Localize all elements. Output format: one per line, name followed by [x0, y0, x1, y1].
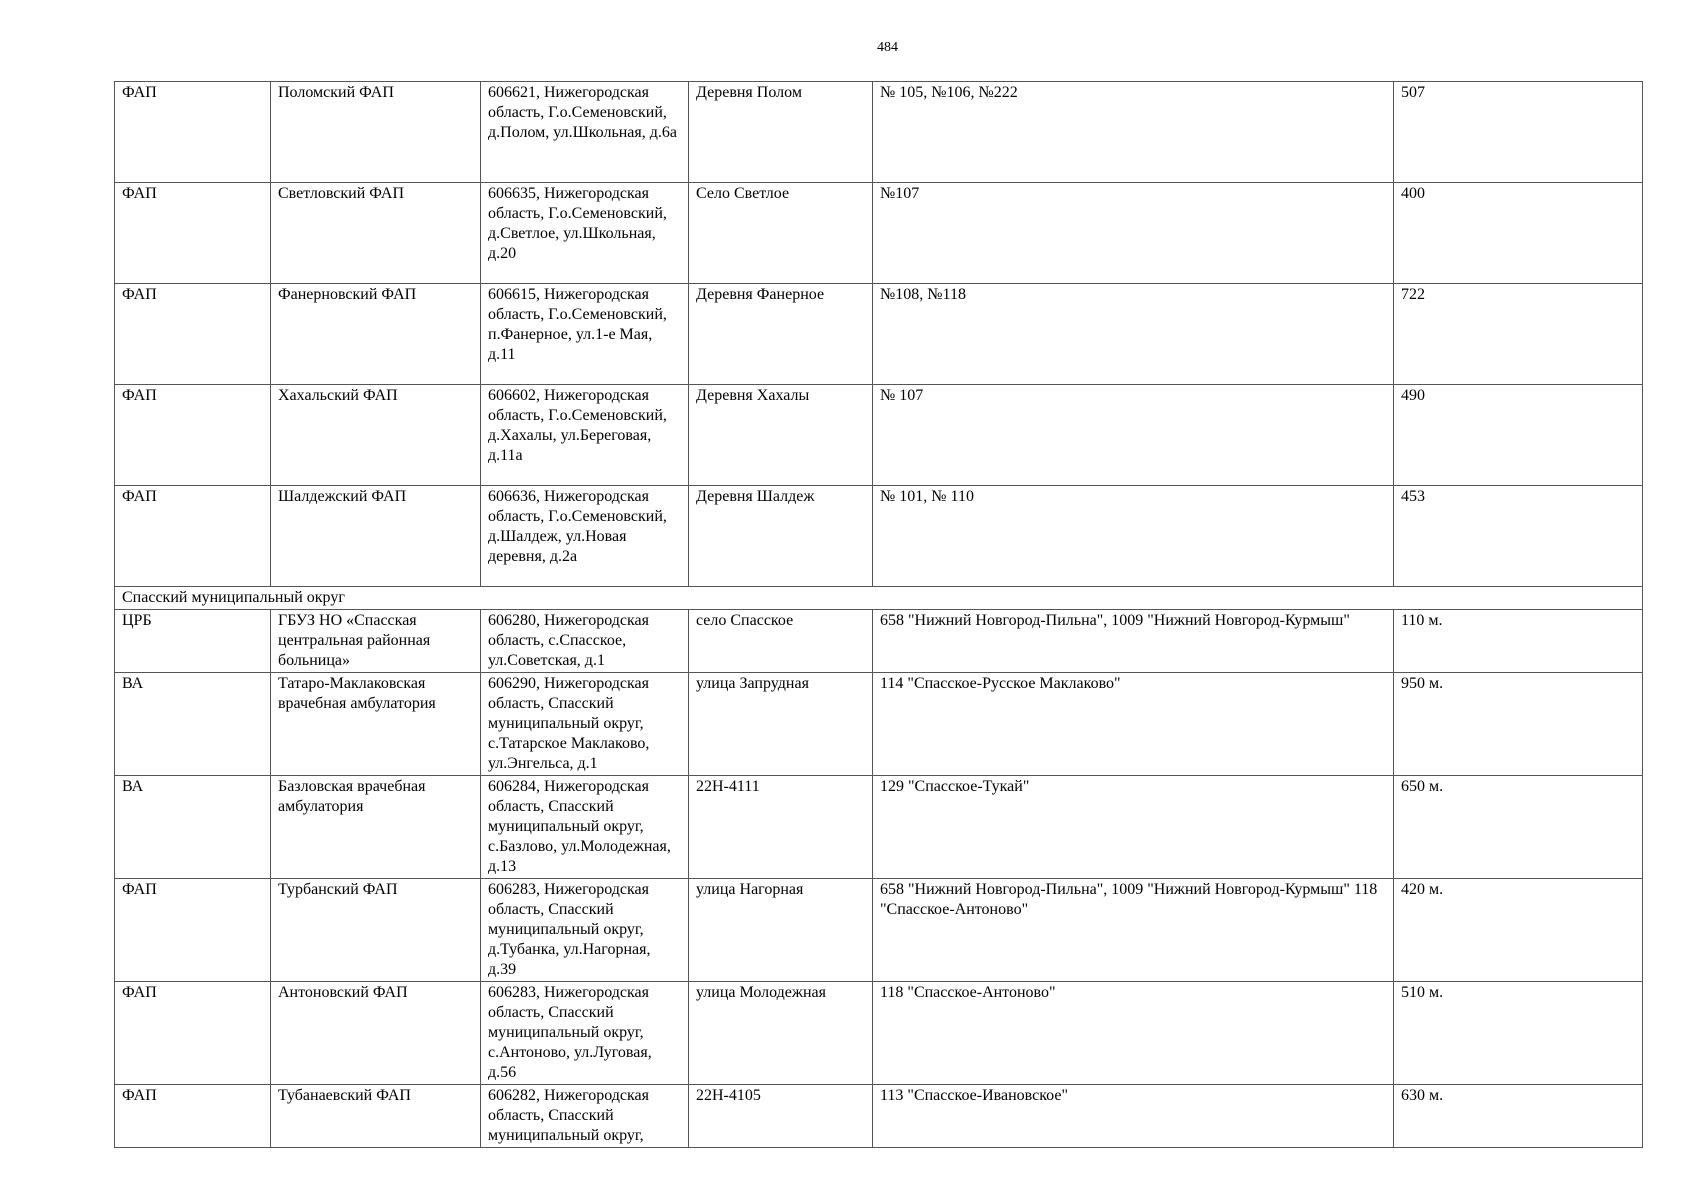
cell-distance: 400 — [1394, 183, 1643, 284]
cell-type: ВА — [115, 673, 271, 776]
cell-type: ФАП — [115, 183, 271, 284]
cell-locality: Деревня Полом — [689, 82, 873, 183]
cell-routes: 658 "Нижний Новгород-Пильна", 1009 "Нижний Новгород-Курмыш" 118 "Спасское-Антоново" — [873, 879, 1394, 982]
cell-name: Базловская врачебная амбулатория — [271, 776, 481, 879]
cell-distance: 722 — [1394, 284, 1643, 385]
table-row — [115, 673, 1643, 776]
table-row — [115, 982, 1643, 1085]
cell-name: Татаро-Маклаковская врачебная амбулатория — [271, 673, 481, 776]
cell-name: ГБУЗ НО «Спасская центральная районная больница» — [271, 610, 481, 673]
table-row — [115, 284, 1643, 385]
cell-name: Тубанаевский ФАП — [271, 1085, 481, 1148]
cell-distance: 650 м. — [1394, 776, 1643, 879]
cell-distance: 110 м. — [1394, 610, 1643, 673]
cell-locality: 22Н-4111 — [689, 776, 873, 879]
cell-routes: №107 — [873, 183, 1394, 284]
table-row — [115, 385, 1643, 486]
cell-address: 606280, Нижегородская область, с.Спасское, ул.Советская, д.1 — [481, 610, 689, 673]
cell-routes: 114 "Спасское-Русское Маклаково" — [873, 673, 1394, 776]
cell-address: 606635, Нижегородская область, Г.о.Семеновский, д.Светлое, ул.Школьная, д.20 — [481, 183, 689, 284]
table-row — [115, 776, 1643, 879]
cell-distance: 950 м. — [1394, 673, 1643, 776]
cell-type: ФАП — [115, 486, 271, 587]
page-number: 484 — [877, 40, 898, 55]
cell-distance: 507 — [1394, 82, 1643, 183]
cell-locality: Деревня Фанерное — [689, 284, 873, 385]
cell-routes: 658 "Нижний Новгород-Пильна", 1009 "Нижний Новгород-Курмыш" — [873, 610, 1394, 673]
cell-type: ФАП — [115, 284, 271, 385]
cell-distance: 420 м. — [1394, 879, 1643, 982]
cell-address: 606615, Нижегородская область, Г.о.Семеновский, п.Фанерное, ул.1-е Мая, д.11 — [481, 284, 689, 385]
table-row — [115, 610, 1643, 673]
cell-distance: 453 — [1394, 486, 1643, 587]
cell-type: ЦРБ — [115, 610, 271, 673]
table-row — [115, 1085, 1643, 1148]
cell-name: Хахальский ФАП — [271, 385, 481, 486]
cell-type: ФАП — [115, 1085, 271, 1148]
cell-locality: улица Запрудная — [689, 673, 873, 776]
cell-type: ФАП — [115, 982, 271, 1085]
table-row — [115, 879, 1643, 982]
cell-address: 606283, Нижегородская область, Спасский муниципальный округ, с.Антоново, ул.Луговая, д.56 — [481, 982, 689, 1085]
cell-type: ФАП — [115, 385, 271, 486]
cell-distance: 510 м. — [1394, 982, 1643, 1085]
section-title: Спасский муниципальный округ — [115, 587, 1643, 610]
cell-routes: 129 "Спасское-Тукай" — [873, 776, 1394, 879]
cell-locality: село Спасское — [689, 610, 873, 673]
cell-name: Турбанский ФАП — [271, 879, 481, 982]
facilities-table — [114, 81, 1643, 1148]
cell-name: Светловский ФАП — [271, 183, 481, 284]
cell-address: 606290, Нижегородская область, Спасский муниципальный округ, с.Татарское Маклаково, ул.Энгельса, д.1 — [481, 673, 689, 776]
cell-distance: 630 м. — [1394, 1085, 1643, 1148]
cell-locality: Деревня Хахалы — [689, 385, 873, 486]
cell-name: Шалдежский ФАП — [271, 486, 481, 587]
cell-locality: 22Н-4105 — [689, 1085, 873, 1148]
cell-name: Поломский ФАП — [271, 82, 481, 183]
cell-routes: № 107 — [873, 385, 1394, 486]
cell-address: 606282, Нижегородская область, Спасский муниципальный округ, — [481, 1085, 689, 1148]
cell-address: 606636, Нижегородская область, Г.о.Семеновский, д.Шалдеж, ул.Новая деревня, д.2а — [481, 486, 689, 587]
cell-routes: № 105, №106, №222 — [873, 82, 1394, 183]
cell-locality: улица Нагорная — [689, 879, 873, 982]
cell-routes: 113 "Спасское-Ивановское" — [873, 1085, 1394, 1148]
cell-routes: № 101, № 110 — [873, 486, 1394, 587]
table-row — [115, 486, 1643, 587]
cell-locality: Деревня Шалдеж — [689, 486, 873, 587]
cell-routes: №108, №118 — [873, 284, 1394, 385]
cell-type: ФАП — [115, 82, 271, 183]
table-row — [115, 82, 1643, 183]
cell-locality: Село Светлое — [689, 183, 873, 284]
cell-name: Антоновский ФАП — [271, 982, 481, 1085]
cell-name: Фанерновский ФАП — [271, 284, 481, 385]
cell-address: 606283, Нижегородская область, Спасский муниципальный округ, д.Тубанка, ул.Нагорная, д.39 — [481, 879, 689, 982]
cell-distance: 490 — [1394, 385, 1643, 486]
cell-address: 606602, Нижегородская область, Г.о.Семеновский, д.Хахалы, ул.Береговая, д.11а — [481, 385, 689, 486]
table-row — [115, 183, 1643, 284]
cell-address: 606621, Нижегородская область, Г.о.Семеновский, д.Полом, ул.Школьная, д.6а — [481, 82, 689, 183]
section-row — [115, 587, 1643, 610]
cell-type: ФАП — [115, 879, 271, 982]
cell-type: ВА — [115, 776, 271, 879]
cell-routes: 118 "Спасское-Антоново" — [873, 982, 1394, 1085]
cell-address: 606284, Нижегородская область, Спасский муниципальный округ, с.Базлово, ул.Молодежная, д.13 — [481, 776, 689, 879]
cell-locality: улица Молодежная — [689, 982, 873, 1085]
